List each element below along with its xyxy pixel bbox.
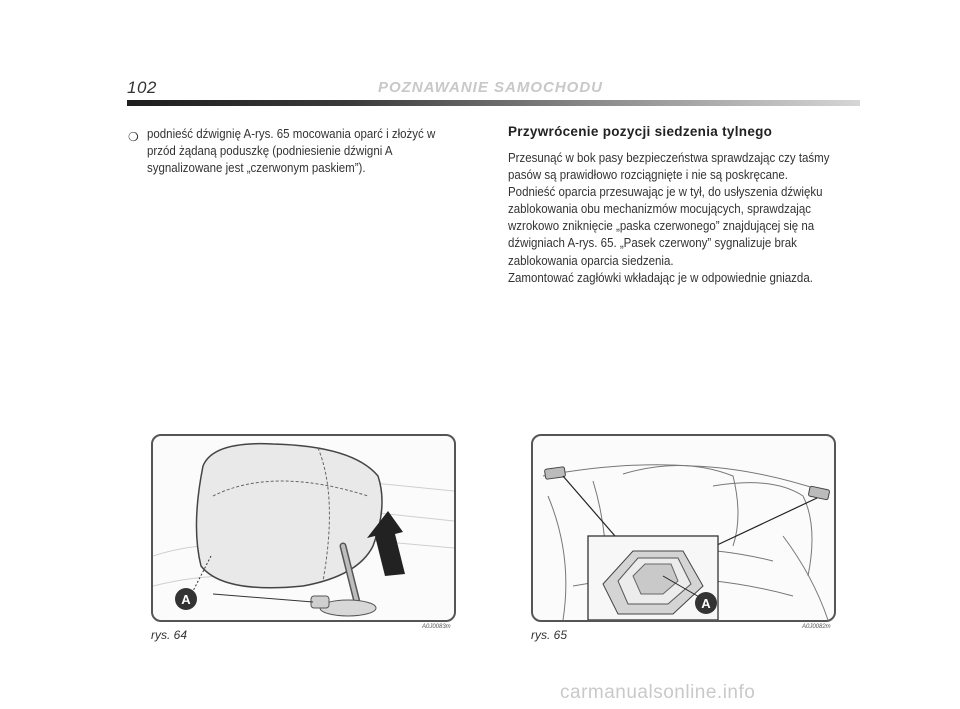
figure-headrest [151, 434, 456, 622]
section-heading: Przywrócenie pozycji siedzenia tylnego [508, 124, 773, 139]
page-number: 102 [127, 78, 157, 97]
figure-code: A0J0083m [422, 624, 451, 630]
figure-caption: rys. 64 [151, 628, 188, 642]
paragraph: Zamontować zagłówki wkładając je w odpowiednie gniazda. [508, 270, 813, 285]
headrest-illustration [153, 436, 454, 620]
figure-caption: rys. 65 [531, 628, 568, 642]
marker-label: A [701, 596, 711, 611]
section-title: POZNAWANIE SAMOCHODU [378, 79, 604, 96]
headrest-cushion [196, 444, 382, 588]
body-text [508, 150, 858, 287]
bullet-icon: ❍ [128, 130, 139, 144]
bullet-text: podnieść dźwignię A-rys. 65 mocowania oparć i złożyć w przód żądaną poduszkę (podniesienie dźwigni A sygnalizowane jest „czerwonym paskiem”). [147, 127, 436, 175]
lever [311, 596, 329, 608]
header-rule [127, 100, 860, 106]
figure-rear-seat [531, 434, 836, 622]
figure-code: A0J0082m [802, 624, 831, 630]
paragraph: Przesunąć w bok pasy bezpieczeństwa sprawdzając czy taśmy pasów są prawidłowo rozciągnięte i nie są poskręcane. [508, 151, 830, 183]
marker-label: A [181, 592, 191, 607]
paragraph: Podnieść oparcia przesuwając je w tył, do usłyszenia dźwięku zablokowania obu mechanizmów mocujących, sprawdzając wzrokowo zniknięcie „paska czerwonego” znajdującej się na dźwigniach A-rys. 65. „Pasek czerwony” sygnalizuje brak zablokowania oparcia siedzenia. [508, 185, 823, 268]
watermark: carmanualsonline.info [560, 682, 756, 703]
rear-seat-illustration [533, 436, 834, 620]
